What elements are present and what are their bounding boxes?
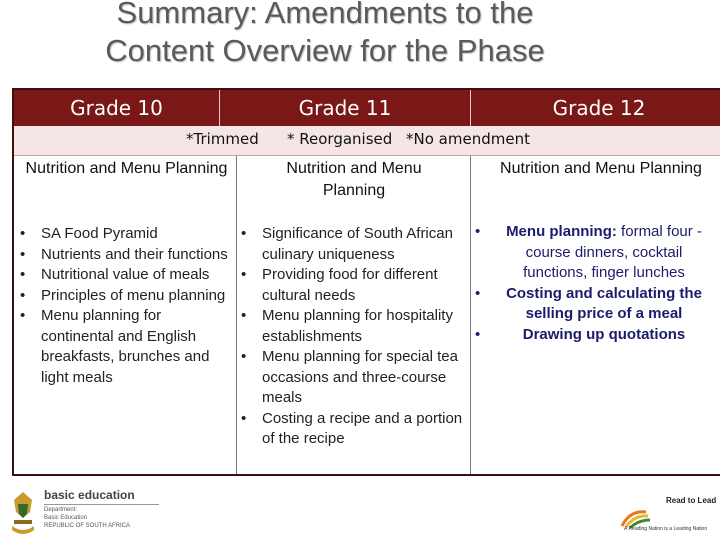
list-item (475, 325, 711, 346)
list-item (475, 222, 711, 284)
grade-12-topic-list (475, 222, 711, 345)
header-grade-10: Grade 10 (14, 90, 220, 126)
list-item: • Nutrients and their functions (20, 245, 232, 266)
header-grade-11: Grade 11 (220, 90, 471, 126)
list-item: • Providing food for different cultural needs (241, 265, 467, 306)
list-item: • Nutritional value of meals (20, 265, 232, 286)
list-item: • Principles of menu planning (20, 286, 232, 307)
column-grade-12 (471, 156, 720, 474)
dept-line-1: Department: (44, 507, 78, 513)
item-bold-text: Drawing up quotations (522, 325, 686, 343)
item-text: formal four -course dinners, cocktail functions, finger lunches (523, 223, 702, 281)
legend-no-amendment: *No amendment (406, 130, 530, 148)
read-to-lead-logo (618, 496, 717, 534)
column-grade-10 (14, 156, 237, 474)
column-heading: Nutrition and Menu Planning (286, 160, 422, 199)
org-name: basic education (44, 488, 135, 502)
list-item: • Menu planning for hospitality establishments (241, 306, 467, 347)
list-item: • Costing a recipe and a portion of the recipe (241, 409, 467, 450)
title-line-1: Summary: Amendments to the (116, 0, 534, 30)
column-heading: Nutrition and Menu Planning (500, 160, 702, 177)
grade-11-topic-list (241, 224, 467, 450)
dept-name-block (44, 488, 174, 530)
grade-10-topic-list (20, 224, 232, 388)
campaign-name: Read to Lead (666, 496, 717, 505)
coat-of-arms-icon (10, 490, 36, 538)
dept-line-2: Basic Education (44, 515, 88, 521)
campaign-tagline: A Reading Nation is a Leading Nation (624, 526, 708, 532)
item-bold-text: Menu planning: (506, 223, 617, 240)
list-item: • Significance of South African culinary uniqueness (241, 224, 467, 265)
legend-reorganised: * Reorganised (287, 130, 393, 148)
item-bold-text: Costing and calculating the selling price of a meal (506, 284, 702, 322)
legend-trimmed: *Trimmed (186, 130, 259, 148)
header-grade-12: Grade 12 (471, 90, 720, 126)
column-heading: Nutrition and Menu Planning (25, 160, 228, 177)
list-item (475, 284, 711, 325)
column-grade-11 (237, 156, 471, 474)
list-item: • Menu planning for continental and English breakfasts, brunches and light meals (20, 306, 232, 388)
book-arc-icon (618, 506, 674, 528)
dept-line-3: REPUBLIC OF SOUTH AFRICA (44, 523, 131, 529)
amendments-table (12, 88, 720, 476)
slide-title (0, 0, 650, 71)
legend-row (14, 126, 720, 156)
list-item: • Menu planning for special tea occasions and three-course meals (241, 347, 467, 409)
list-item: • SA Food Pyramid (20, 224, 232, 245)
title-line-2: Content Overview for the Phase (105, 33, 545, 68)
